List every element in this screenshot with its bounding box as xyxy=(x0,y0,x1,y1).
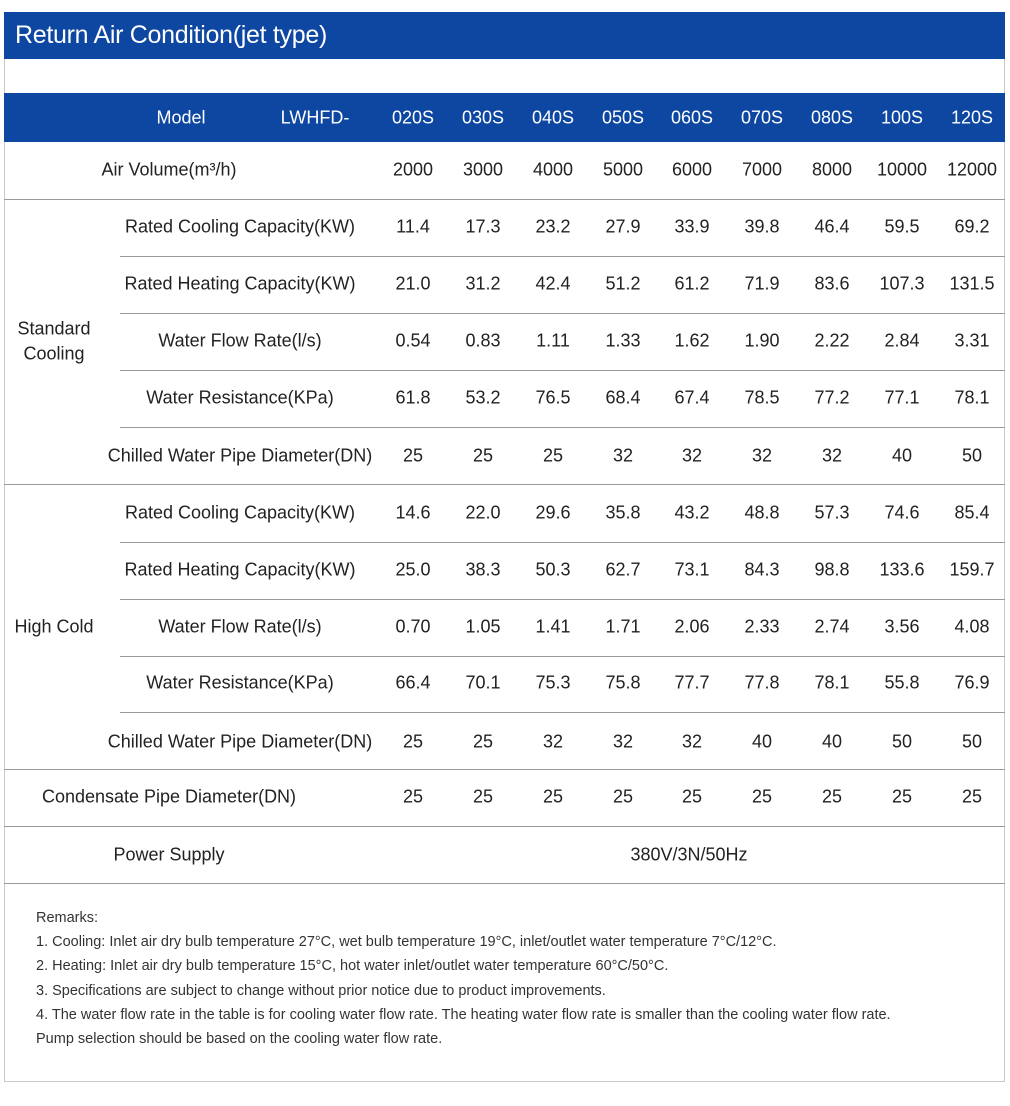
param-value: 61.2 xyxy=(674,273,710,294)
param-value: 77.1 xyxy=(884,387,920,408)
param-value: 1.41 xyxy=(535,616,571,637)
param-value: 84.3 xyxy=(744,559,780,580)
param-value: 83.6 xyxy=(814,273,850,294)
model-code: 080S xyxy=(810,107,854,128)
param-label: Water Flow Rate(l/s) xyxy=(158,330,322,351)
model-code: 120S xyxy=(950,107,994,128)
param-value: 32 xyxy=(821,445,843,466)
row-divider xyxy=(120,313,1005,314)
param-value: 25 xyxy=(472,731,494,752)
param-value: 17.3 xyxy=(465,216,501,237)
row-divider xyxy=(120,256,1005,257)
remark-line: 3. Specifications are subject to change without prior notice due to product improvements. xyxy=(36,982,606,999)
param-value: 55.8 xyxy=(884,672,920,693)
remarks-heading: Remarks: xyxy=(36,910,99,926)
param-value: 32 xyxy=(681,445,703,466)
param-value: 1.05 xyxy=(465,616,501,637)
condensate-value: 25 xyxy=(402,786,424,807)
param-value: 29.6 xyxy=(535,502,571,523)
param-value: 25 xyxy=(472,445,494,466)
condensate-value: 25 xyxy=(961,786,983,807)
remark-line: Pump selection should be based on the cooling water flow rate. xyxy=(36,1031,443,1048)
air-volume-value: 10000 xyxy=(876,159,928,180)
param-value: 78.1 xyxy=(814,672,850,693)
air-volume-value: 4000 xyxy=(532,159,574,180)
param-value: 107.3 xyxy=(879,273,925,294)
param-value: 78.1 xyxy=(954,387,990,408)
param-value: 1.11 xyxy=(536,330,570,351)
param-value: 68.4 xyxy=(605,387,641,408)
remark-line: 2. Heating: Inlet air dry bulb temperature 15°C, hot water inlet/outlet water temperature 60°C/50°C. xyxy=(36,958,669,975)
param-label: Water Resistance(KPa) xyxy=(146,387,334,408)
row-divider xyxy=(4,826,1005,827)
row-divider xyxy=(120,542,1005,543)
param-value: 25 xyxy=(402,445,424,466)
param-value: 1.33 xyxy=(605,330,641,351)
param-label: Chilled Water Pipe Diameter(DN) xyxy=(107,731,373,752)
param-value: 3.56 xyxy=(884,616,920,637)
param-value: 74.6 xyxy=(884,502,920,523)
model-code: 020S xyxy=(391,107,435,128)
model-label: Model xyxy=(156,107,206,128)
condensate-value: 25 xyxy=(821,786,843,807)
param-value: 70.1 xyxy=(465,672,501,693)
param-value: 25 xyxy=(402,731,424,752)
row-divider xyxy=(120,599,1005,600)
param-value: 78.5 xyxy=(744,387,780,408)
param-value: 21.0 xyxy=(395,273,431,294)
row-divider xyxy=(120,712,1005,713)
row-divider xyxy=(4,199,1005,200)
param-value: 42.4 xyxy=(535,273,571,294)
model-code: 050S xyxy=(601,107,645,128)
param-value: 33.9 xyxy=(674,216,710,237)
air-volume-value: 5000 xyxy=(602,159,644,180)
param-value: 0.54 xyxy=(395,330,431,351)
model-prefix: LWHFD- xyxy=(280,107,350,128)
param-value: 46.4 xyxy=(814,216,850,237)
model-code: 030S xyxy=(461,107,505,128)
condensate-value: 25 xyxy=(542,786,564,807)
condensate-value: 25 xyxy=(681,786,703,807)
air-volume-value: 8000 xyxy=(811,159,853,180)
group-divider xyxy=(4,484,1005,485)
param-value: 31.2 xyxy=(465,273,501,294)
group-name: Cooling xyxy=(23,343,85,363)
param-value: 59.5 xyxy=(884,216,920,237)
group-divider xyxy=(4,769,1005,770)
param-value: 2.22 xyxy=(814,330,850,351)
param-value: 61.8 xyxy=(395,387,431,408)
air-volume-value: 7000 xyxy=(741,159,783,180)
air-volume-label: Air Volume(m³/h) xyxy=(101,159,237,180)
param-value: 14.6 xyxy=(395,502,431,523)
param-value: 66.4 xyxy=(395,672,431,693)
param-value: 133.6 xyxy=(879,559,925,580)
row-divider xyxy=(4,883,1005,884)
param-value: 53.2 xyxy=(465,387,501,408)
condensate-value: 25 xyxy=(612,786,634,807)
param-value: 43.2 xyxy=(674,502,710,523)
param-value: 2.84 xyxy=(884,330,920,351)
param-value: 50.3 xyxy=(535,559,571,580)
param-value: 77.8 xyxy=(744,672,780,693)
param-label: Chilled Water Pipe Diameter(DN) xyxy=(107,445,373,466)
param-label: Water Resistance(KPa) xyxy=(146,672,334,693)
param-value: 67.4 xyxy=(674,387,710,408)
param-value: 32 xyxy=(542,731,564,752)
param-value: 85.4 xyxy=(954,502,990,523)
param-value: 27.9 xyxy=(605,216,641,237)
param-value: 32 xyxy=(751,445,773,466)
param-value: 62.7 xyxy=(605,559,641,580)
param-value: 76.9 xyxy=(954,672,990,693)
param-value: 75.8 xyxy=(605,672,641,693)
remark-line: 1. Cooling: Inlet air dry bulb temperature 27°C, wet bulb temperature 19°C, inlet/outlet water temperature 7°C/12°C. xyxy=(36,934,777,951)
param-value: 77.2 xyxy=(814,387,850,408)
param-value: 0.83 xyxy=(465,330,501,351)
param-value: 69.2 xyxy=(954,216,990,237)
param-value: 159.7 xyxy=(949,559,995,580)
row-divider xyxy=(120,427,1005,428)
param-value: 25.0 xyxy=(395,559,431,580)
row-divider xyxy=(120,656,1005,657)
param-value: 76.5 xyxy=(535,387,571,408)
param-label: Rated Heating Capacity(KW) xyxy=(124,559,356,580)
param-value: 48.8 xyxy=(744,502,780,523)
param-value: 32 xyxy=(612,731,634,752)
param-label: Rated Cooling Capacity(KW) xyxy=(124,502,356,523)
param-value: 40 xyxy=(891,445,913,466)
param-value: 98.8 xyxy=(814,559,850,580)
param-value: 32 xyxy=(612,445,634,466)
param-value: 2.06 xyxy=(674,616,710,637)
condensate-value: 25 xyxy=(891,786,913,807)
condensate-value: 25 xyxy=(472,786,494,807)
param-label: Water Flow Rate(l/s) xyxy=(158,616,322,637)
param-value: 71.9 xyxy=(744,273,780,294)
row-divider xyxy=(120,370,1005,371)
param-value: 3.31 xyxy=(954,330,990,351)
param-value: 0.70 xyxy=(395,616,431,637)
remark-line: 4. The water flow rate in the table is for cooling water flow rate. The heating water flow rate is smaller than the cooling water flow rate. xyxy=(36,1006,891,1023)
air-volume-value: 3000 xyxy=(462,159,504,180)
group-name: High Cold xyxy=(14,616,94,637)
param-value: 25 xyxy=(542,445,564,466)
param-value: 50 xyxy=(961,731,983,752)
param-value: 39.8 xyxy=(744,216,780,237)
param-value: 1.90 xyxy=(744,330,780,351)
param-value: 51.2 xyxy=(605,273,641,294)
condensate-value: 25 xyxy=(751,786,773,807)
param-value: 32 xyxy=(681,731,703,752)
param-value: 131.5 xyxy=(949,273,995,294)
power-supply-label: Power Supply xyxy=(113,844,225,865)
param-value: 57.3 xyxy=(814,502,850,523)
air-volume-value: 12000 xyxy=(946,159,998,180)
param-value: 38.3 xyxy=(465,559,501,580)
param-value: 40 xyxy=(751,731,773,752)
param-label: Rated Cooling Capacity(KW) xyxy=(124,216,356,237)
param-value: 75.3 xyxy=(535,672,571,693)
model-code: 100S xyxy=(880,107,924,128)
model-code: 060S xyxy=(670,107,714,128)
table-header-row xyxy=(4,93,1005,142)
condensate-label: Condensate Pipe Diameter(DN) xyxy=(41,786,297,807)
param-value: 11.4 xyxy=(396,216,430,237)
param-value: 73.1 xyxy=(674,559,710,580)
param-value: 50 xyxy=(891,731,913,752)
param-value: 22.0 xyxy=(465,502,501,523)
air-volume-value: 2000 xyxy=(392,159,434,180)
param-value: 4.08 xyxy=(954,616,990,637)
param-value: 2.74 xyxy=(814,616,850,637)
param-value: 2.33 xyxy=(744,616,780,637)
param-value: 40 xyxy=(821,731,843,752)
power-supply-value: 380V/3N/50Hz xyxy=(630,844,748,865)
param-value: 23.2 xyxy=(535,216,571,237)
page-title: Return Air Condition(jet type) xyxy=(4,12,1005,59)
group-name: Standard xyxy=(17,318,91,338)
param-value: 35.8 xyxy=(605,502,641,523)
param-value: 77.7 xyxy=(674,672,710,693)
param-label: Rated Heating Capacity(KW) xyxy=(124,273,356,294)
model-code: 040S xyxy=(531,107,575,128)
param-value: 50 xyxy=(961,445,983,466)
param-value: 1.71 xyxy=(605,616,641,637)
air-volume-value: 6000 xyxy=(671,159,713,180)
remarks-block xyxy=(36,906,986,1051)
param-value: 1.62 xyxy=(674,330,710,351)
model-code: 070S xyxy=(740,107,784,128)
